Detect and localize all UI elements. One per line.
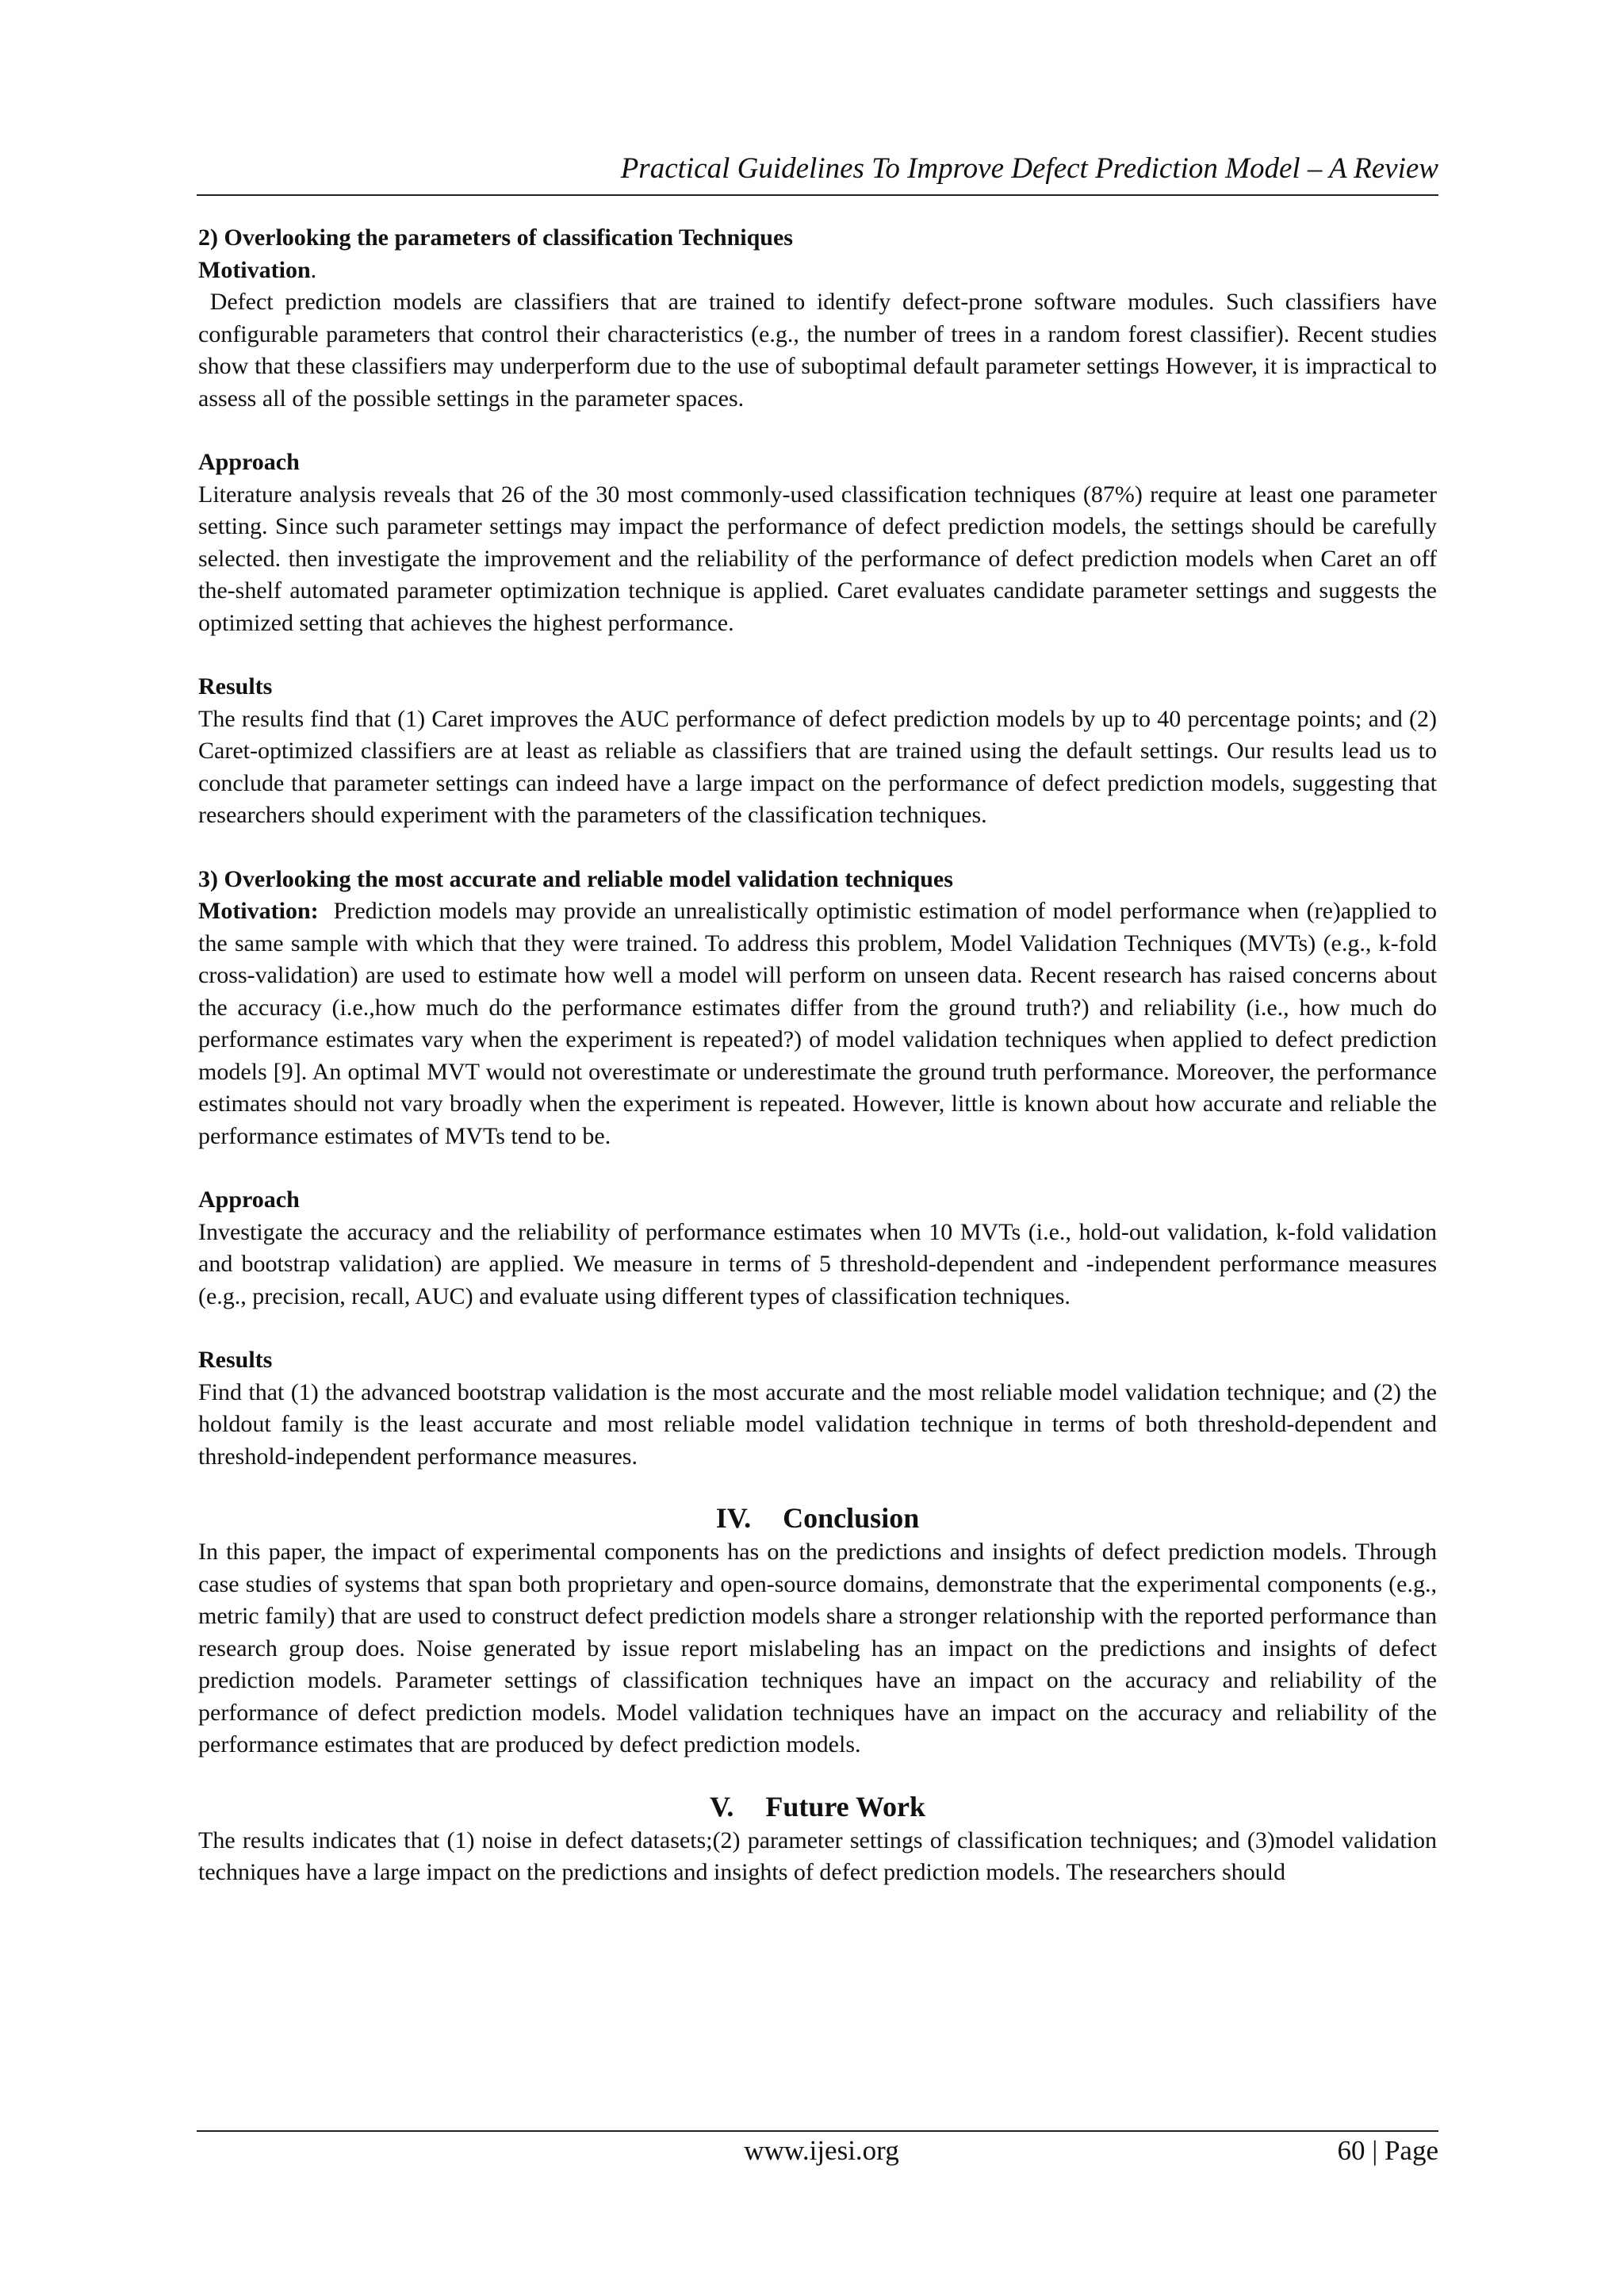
- s2-approach-text: Literature analysis reveals that 26 of the 30 most commonly-used classification techniques (87%) require at least one parameter setting. Since such parameter settings may impact the performance of defect prediction models, the settings should be carefully selected. then investigate the improvement and the reliability of the performance of defect prediction models when Caret an off the-shelf automated parameter optimization technique is applied. Caret evaluates candidate parameter settings and suggests the optimized setting that achieves the highest performance.: [198, 481, 1437, 636]
- s3-motivation: [198, 895, 1437, 1152]
- future-work-heading: [198, 1788, 1437, 1825]
- footer-page-number: 60 | Page: [1337, 2135, 1438, 2166]
- section-3-heading: 3) Overlooking the most accurate and reliable model validation techniques: [198, 865, 953, 892]
- s2-motivation-label: Motivation: [198, 256, 311, 283]
- s2-motivation-text: [198, 286, 1437, 415]
- s2-results-label: Results: [198, 673, 273, 700]
- s3-motivation-label: Motivation:: [198, 898, 319, 924]
- s3-results-text: Find that (1) the advanced bootstrap validation is the most accurate and the most reliable model validation technique; and (2) the holdout family is the least accurate and most reliable model validation technique in terms of both threshold-dependent and threshold-independent performance measures.: [198, 1378, 1437, 1470]
- s2-approach-label: Approach: [198, 449, 300, 475]
- s3-approach-text: Investigate the accuracy and the reliability of performance estimates when 10 MVTs (i.e., hold-out validation, k-fold validation and bootstrap validation) are applied. We measure in terms of 5 threshold-dependent and -independent performance measures (e.g., precision, recall, AUC) and evaluate using different types of classification techniques.: [198, 1218, 1437, 1309]
- section-2-heading: 2) Overlooking the parameters of classification Techniques: [198, 224, 793, 251]
- s3-results-label: Results: [198, 1347, 273, 1373]
- s3-motivation-text: Prediction models may provide an unrealistically optimistic estimation of model performance when (re)applied to the same sample with which that they were trained. To address this problem, Model Validation Techniques (MVTs) (e.g., k-fold cross-validation) are used to estimate how well a model will perform on unseen data. Recent research has raised concerns about the accuracy (i.e.,how much do the performance estimates differ from the ground truth?) and reliability (i.e., how much do performance estimates vary when the experiment is repeated?) of model validation techniques when applied to defect prediction models [9]. An optimal MVT would not overestimate or underestimate the ground truth performance. Moreover, the performance estimates should not vary broadly when the experiment is repeated. However, little is known about how accurate and reliable the performance estimates of MVTs tend to be.: [198, 898, 1437, 1149]
- s2-motivation-label-line: Motivation.: [198, 256, 317, 283]
- conclusion-number: IV.: [715, 1502, 752, 1534]
- s3-approach-label: Approach: [198, 1186, 300, 1213]
- footer-url: www.ijesi.org: [744, 2135, 899, 2166]
- running-header: Practical Guidelines To Improve Defect Prediction Model – A Review: [620, 152, 1438, 185]
- conclusion-title: Conclusion: [783, 1502, 920, 1534]
- header-rule: [197, 194, 1438, 196]
- future-work-title: Future Work: [765, 1790, 926, 1823]
- footer-rule: [197, 2130, 1438, 2132]
- conclusion-text: In this paper, the impact of experimental components has on the predictions and insights of defect prediction models. Through case studies of systems that span both proprietary and open-source domains, demonstrate that the experimental components (e.g., metric family) that are used to construct defect prediction models share a stronger relationship with the reported performance than research group does. Noise generated by issue report mislabeling has an impact on the predictions and insights of defect prediction models. Parameter settings of classification techniques have an impact on the accuracy and reliability of the performance of defect prediction models. Model validation techniques have an impact on the accuracy and reliability of the performance estimates that are produced by defect prediction models.: [198, 1539, 1437, 1757]
- future-work-text: The results indicates that (1) noise in defect datasets;(2) parameter settings of classification techniques; and (3)model validation techniques have a large impact on the predictions and insights of defect prediction models. The researchers should: [198, 1826, 1437, 1885]
- page-body: [198, 222, 1437, 1889]
- s2-results-text: The results find that (1) Caret improves the AUC performance of defect prediction models by up to 40 percentage points; and (2) Caret-optimized classifiers are at least as reliable as classifiers that are trained using the default settings. Our results lead us to conclude that parameter settings can indeed have a large impact on the performance of defect prediction models, suggesting that researchers should experiment with the parameters of the classification techniques.: [198, 705, 1437, 828]
- conclusion-heading: [198, 1500, 1437, 1536]
- s2-motivation-text-content: Defect prediction models are classifiers that are trained to identify defect-prone software modules. Such classifiers have configurable parameters that control their characteristics (e.g., the number of trees in a random forest classifier). Recent studies show that these classifiers may underperform due to the use of suboptimal default parameter settings However, it is impractical to assess all of the possible settings in the parameter spaces.: [198, 289, 1438, 412]
- future-work-number: V.: [709, 1790, 734, 1823]
